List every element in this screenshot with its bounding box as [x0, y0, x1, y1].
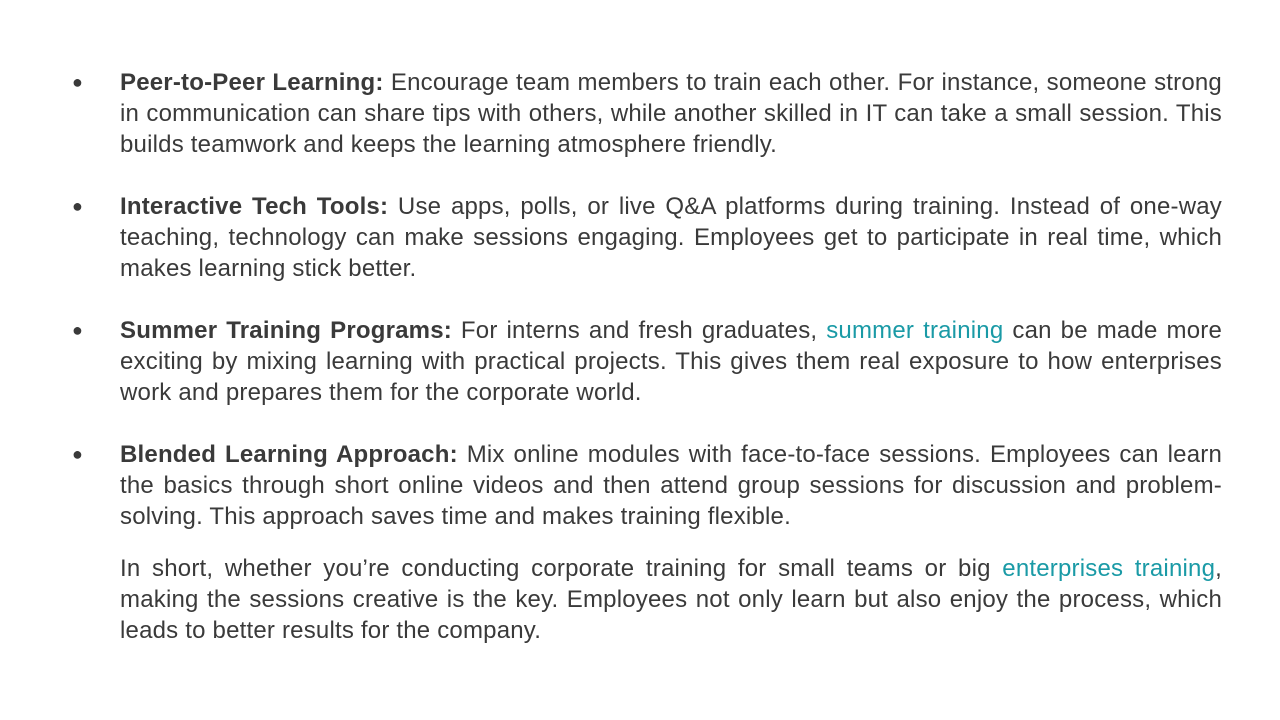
bullet-title: Interactive Tech Tools: — [120, 193, 389, 220]
bullet-title: Blended Learning Approach: — [120, 441, 458, 468]
bullet-text-before-link: For interns and fresh graduates, — [451, 317, 827, 344]
bullet-marker: ● — [72, 72, 84, 92]
summary-text-after-link: , making the sessions creative is the key. Employees not only learn but also enjoy the process, which leads to better results for the company. — [120, 555, 1222, 644]
bullet-text-after-link: can be made more exciting by mixing learning with practical projects. This gives them real exposure to how enterprises work and prepares them for the corporate world. — [120, 317, 1222, 406]
bullet-peer-to-peer-learning — [72, 67, 1222, 160]
bullet-marker: ● — [72, 320, 84, 340]
bullet-title: Peer-to-Peer Learning: — [120, 69, 384, 96]
summary-text-before-link: In short, whether you’re conducting corporate training for small teams or big — [120, 555, 1003, 582]
bullet-title: Summer Training Programs: — [120, 317, 452, 344]
summary-paragraph — [120, 553, 1222, 646]
bullet-text: Mix online modules with face-to-face sessions. Employees can learn the basics through short online videos and then attend group sessions for discussion and problem-solving. This approach saves time and makes training flexible. — [120, 441, 1222, 530]
bullet-marker: ● — [72, 444, 84, 464]
summer-training-link[interactable]: summer training — [826, 317, 1004, 344]
bullet-text: Encourage team members to train each other. For instance, someone strong in communication can share tips with others, while another skilled in IT can take a small session. This builds teamwork and keeps the learning atmosphere friendly. — [120, 69, 1222, 158]
bullet-summer-training-programs — [72, 315, 1222, 408]
bullet-text: Use apps, polls, or live Q&A platforms during training. Instead of one-way teaching, technology can make sessions engaging. Employees get to participate in real time, which makes learning stick better. — [120, 193, 1223, 282]
bullet-interactive-tech-tools — [72, 191, 1223, 284]
bullet-blended-learning-approach — [72, 439, 1222, 532]
enterprises-training-link[interactable]: enterprises training — [1002, 555, 1216, 582]
bullet-marker: ● — [72, 196, 84, 216]
